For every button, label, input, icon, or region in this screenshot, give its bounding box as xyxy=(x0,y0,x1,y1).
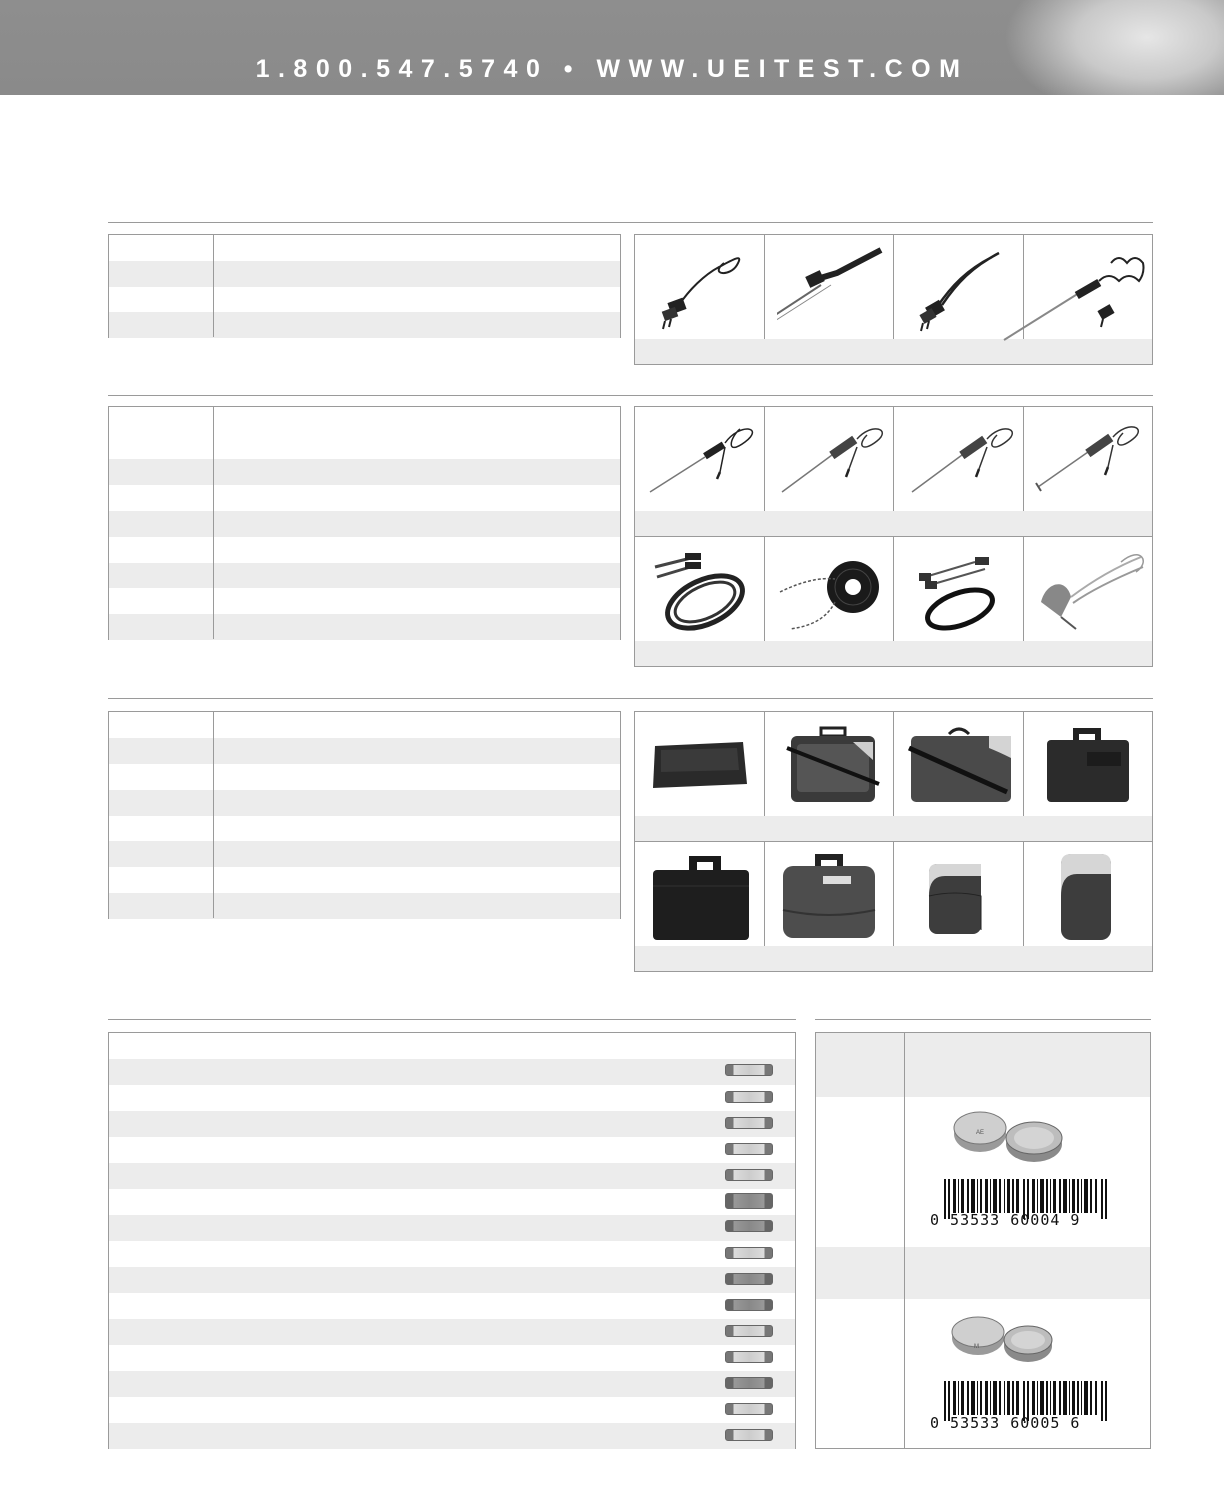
table-row xyxy=(109,537,620,563)
table-row xyxy=(109,614,620,640)
fuse-icon xyxy=(725,1117,773,1129)
fuse-icon xyxy=(725,1325,773,1337)
fuse-icon xyxy=(725,1169,773,1181)
thermocouple-photo-grid xyxy=(634,234,1153,365)
svg-text:M: M xyxy=(974,1344,979,1350)
table-row xyxy=(816,1033,1150,1097)
shoulder-bag-icon xyxy=(783,720,883,808)
table-row xyxy=(109,841,620,867)
fuse-icon xyxy=(725,1143,773,1155)
table-row xyxy=(109,1189,795,1215)
table-row xyxy=(109,235,620,261)
table-row xyxy=(109,1163,795,1189)
carry-bag-icon xyxy=(907,722,1015,808)
button-cell-icon xyxy=(948,1106,1068,1166)
section-rule xyxy=(108,222,1153,223)
table-row xyxy=(109,287,620,312)
probe-photo-grid xyxy=(634,406,1153,667)
table-row xyxy=(109,407,620,459)
table-row xyxy=(109,867,620,893)
tall-pouch-icon xyxy=(1055,850,1117,944)
table-row xyxy=(109,563,620,588)
table-row xyxy=(109,1215,795,1241)
table-row xyxy=(109,1319,795,1345)
table-row xyxy=(109,1085,795,1111)
fuse-icon xyxy=(725,1064,773,1076)
svg-text:AE: AE xyxy=(976,1130,985,1136)
pipe-clamp-icon xyxy=(1031,547,1149,637)
table-row xyxy=(109,459,620,485)
probe-table xyxy=(108,406,621,640)
test-leads-icon xyxy=(645,547,760,637)
table-row xyxy=(109,1293,795,1319)
fuse-icon xyxy=(725,1193,773,1209)
table-row xyxy=(109,712,620,738)
header-banner xyxy=(0,0,1224,95)
needle-probe-icon xyxy=(645,417,760,497)
hard-case-icon xyxy=(1043,722,1133,806)
small-pouch-icon xyxy=(925,860,985,938)
table-row xyxy=(109,312,620,338)
table-row xyxy=(109,1059,795,1085)
section-rule xyxy=(815,1019,1151,1020)
section-rule xyxy=(108,395,1153,396)
table-row xyxy=(109,511,620,537)
fuse-icon xyxy=(725,1377,773,1389)
soft-pouch-icon xyxy=(651,740,751,792)
table-row xyxy=(109,1033,795,1059)
fuse-icon xyxy=(725,1299,773,1311)
section-rule xyxy=(108,698,1153,699)
table-row xyxy=(109,764,620,790)
table-row xyxy=(109,790,620,816)
fuse-icon xyxy=(725,1220,773,1232)
fuse-icon xyxy=(725,1351,773,1363)
barcode-number: 0 53533 60004 9 xyxy=(930,1211,1081,1229)
gray-hard-case-icon xyxy=(777,850,881,944)
table-row xyxy=(109,588,620,614)
table-row xyxy=(109,1267,795,1293)
immersion-probe-icon xyxy=(777,245,889,345)
fuse-icon xyxy=(725,1247,773,1259)
bead-probe-icon xyxy=(649,245,759,335)
table-row xyxy=(109,738,620,764)
black-case-icon xyxy=(649,852,753,944)
button-cell-icon xyxy=(948,1312,1068,1368)
table-row xyxy=(109,485,620,511)
table-row xyxy=(109,1137,795,1163)
table-row xyxy=(109,1423,795,1449)
thermocouple-table xyxy=(108,234,621,338)
contact-line: 1.800.547.5740 • WWW.UEITEST.COM xyxy=(255,55,969,83)
coiled-wire-icon xyxy=(775,547,890,637)
coiled-probe-icon xyxy=(999,245,1149,345)
table-row xyxy=(109,1397,795,1423)
fuse-icon xyxy=(725,1429,773,1441)
section-rule xyxy=(108,1019,796,1020)
extension-lead-icon xyxy=(905,547,1020,637)
air-probe-icon xyxy=(777,417,892,497)
pipe-probe-icon xyxy=(1033,417,1148,497)
table-row xyxy=(109,1345,795,1371)
fuse-icon xyxy=(725,1091,773,1103)
fuse-table xyxy=(108,1032,796,1449)
case-photo-grid xyxy=(634,711,1153,972)
fuse-icon xyxy=(725,1403,773,1415)
case-table xyxy=(108,711,621,919)
surface-probe-icon xyxy=(907,417,1022,497)
table-row xyxy=(109,1241,795,1267)
table-row xyxy=(109,893,620,919)
table-row xyxy=(109,1111,795,1137)
table-row xyxy=(109,261,620,287)
fuse-icon xyxy=(725,1273,773,1285)
table-row xyxy=(816,1247,1150,1299)
table-row xyxy=(109,816,620,841)
table-row xyxy=(109,1371,795,1397)
barcode-number: 0 53533 60005 6 xyxy=(930,1414,1081,1432)
